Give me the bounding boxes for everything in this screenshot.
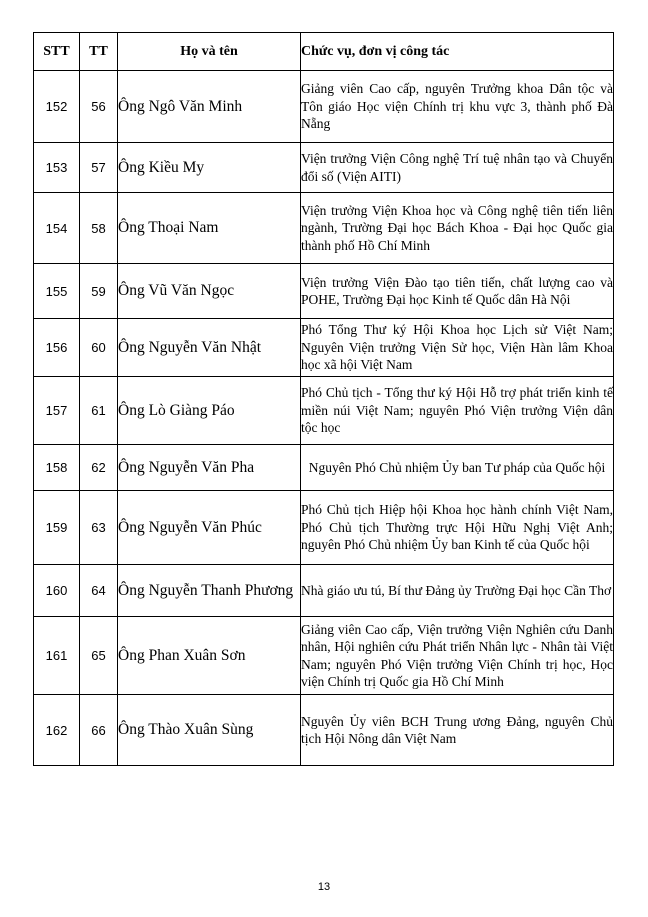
table-row	[34, 143, 614, 193]
cell-stt: 159	[34, 491, 80, 565]
cell-name: Ông Ngô Văn Minh	[118, 71, 301, 143]
table-header-row	[34, 33, 614, 71]
table-row	[34, 193, 614, 264]
cell-name: Ông Phan Xuân Sơn	[118, 617, 301, 695]
cell-position: Phó Tổng Thư ký Hội Khoa học Lịch sử Việt Nam; Nguyên Viện trưởng Viện Sử học, Viện Hàn lâm Khoa học xã hội Việt Nam	[301, 319, 614, 377]
cell-stt: 153	[34, 143, 80, 193]
cell-position: Viện trưởng Viện Khoa học và Công nghệ tiên tiến liên ngành, Trường Đại học Bách Khoa - Đại học Quốc gia thành phố Hồ Chí Minh	[301, 193, 614, 264]
cell-tt: 63	[80, 491, 118, 565]
cell-stt: 162	[34, 695, 80, 766]
cell-stt: 160	[34, 565, 80, 617]
table-row	[34, 617, 614, 695]
table-row	[34, 71, 614, 143]
cell-stt: 158	[34, 445, 80, 491]
cell-stt: 157	[34, 377, 80, 445]
table-body	[34, 71, 614, 766]
cell-name: Ông Thào Xuân Sùng	[118, 695, 301, 766]
cell-name: Ông Kiều My	[118, 143, 301, 193]
cell-position: Phó Chủ tịch Hiệp hội Khoa học hành chính Việt Nam, Phó Chủ tịch Thường trực Hội Hữu Nghị Việt Anh; nguyên Phó Chủ nhiệm Ủy ban Kinh tế của Quốc hội	[301, 491, 614, 565]
cell-name: Ông Nguyễn Thanh Phương	[118, 565, 301, 617]
cell-position: Giảng viên Cao cấp, nguyên Trưởng khoa Dân tộc và Tôn giáo Học viện Chính trị khu vực 3, thành phố Đà Nẵng	[301, 71, 614, 143]
cell-tt: 65	[80, 617, 118, 695]
cell-position: Nhà giáo ưu tú, Bí thư Đảng ủy Trường Đại học Cần Thơ	[301, 565, 614, 617]
cell-tt: 60	[80, 319, 118, 377]
cell-tt: 58	[80, 193, 118, 264]
cell-tt: 66	[80, 695, 118, 766]
header-position: Chức vụ, đơn vị công tác	[301, 33, 614, 71]
cell-position: Phó Chủ tịch - Tổng thư ký Hội Hỗ trợ phát triển kinh tế miền núi Việt Nam; nguyên Phó Viện trưởng Viện dân tộc học	[301, 377, 614, 445]
personnel-table	[33, 32, 614, 766]
table-row	[34, 565, 614, 617]
cell-position: Nguyên Phó Chủ nhiệm Ủy ban Tư pháp của Quốc hội	[301, 445, 614, 491]
cell-stt: 152	[34, 71, 80, 143]
cell-tt: 64	[80, 565, 118, 617]
cell-stt: 156	[34, 319, 80, 377]
cell-position: Nguyên Ủy viên BCH Trung ương Đảng, nguyên Chủ tịch Hội Nông dân Việt Nam	[301, 695, 614, 766]
table-row	[34, 491, 614, 565]
cell-stt: 154	[34, 193, 80, 264]
header-name: Họ và tên	[118, 33, 301, 71]
cell-tt: 62	[80, 445, 118, 491]
table-row	[34, 445, 614, 491]
cell-stt: 155	[34, 264, 80, 319]
cell-name: Ông Vũ Văn Ngọc	[118, 264, 301, 319]
cell-tt: 59	[80, 264, 118, 319]
table-row	[34, 264, 614, 319]
header-stt: STT	[34, 33, 80, 71]
cell-name: Ông Lò Giàng Páo	[118, 377, 301, 445]
header-tt: TT	[80, 33, 118, 71]
cell-tt: 61	[80, 377, 118, 445]
cell-tt: 56	[80, 71, 118, 143]
cell-tt: 57	[80, 143, 118, 193]
cell-stt: 161	[34, 617, 80, 695]
cell-position: Viện trưởng Viện Công nghệ Trí tuệ nhân tạo và Chuyển đổi số (Viện AITI)	[301, 143, 614, 193]
page-number: 13	[317, 881, 331, 893]
table-row	[34, 377, 614, 445]
cell-name: Ông Nguyễn Văn Phúc	[118, 491, 301, 565]
cell-position: Viện trưởng Viện Đào tạo tiên tiến, chất lượng cao và POHE, Trường Đại học Kinh tế Quốc dân Hà Nội	[301, 264, 614, 319]
table-row	[34, 319, 614, 377]
cell-name: Ông Nguyễn Văn Pha	[118, 445, 301, 491]
cell-position: Giảng viên Cao cấp, Viện trưởng Viện Nghiên cứu Danh nhân, Hội nghiên cứu Phát triển Nhân lực - Nhân tài Việt Nam; nguyên Phó Viện trưởng Viện Chính trị học, Học viện Chính trị Quốc gia Hồ Chí Minh	[301, 617, 614, 695]
table-row	[34, 695, 614, 766]
cell-name: Ông Nguyễn Văn Nhật	[118, 319, 301, 377]
cell-name: Ông Thoại Nam	[118, 193, 301, 264]
